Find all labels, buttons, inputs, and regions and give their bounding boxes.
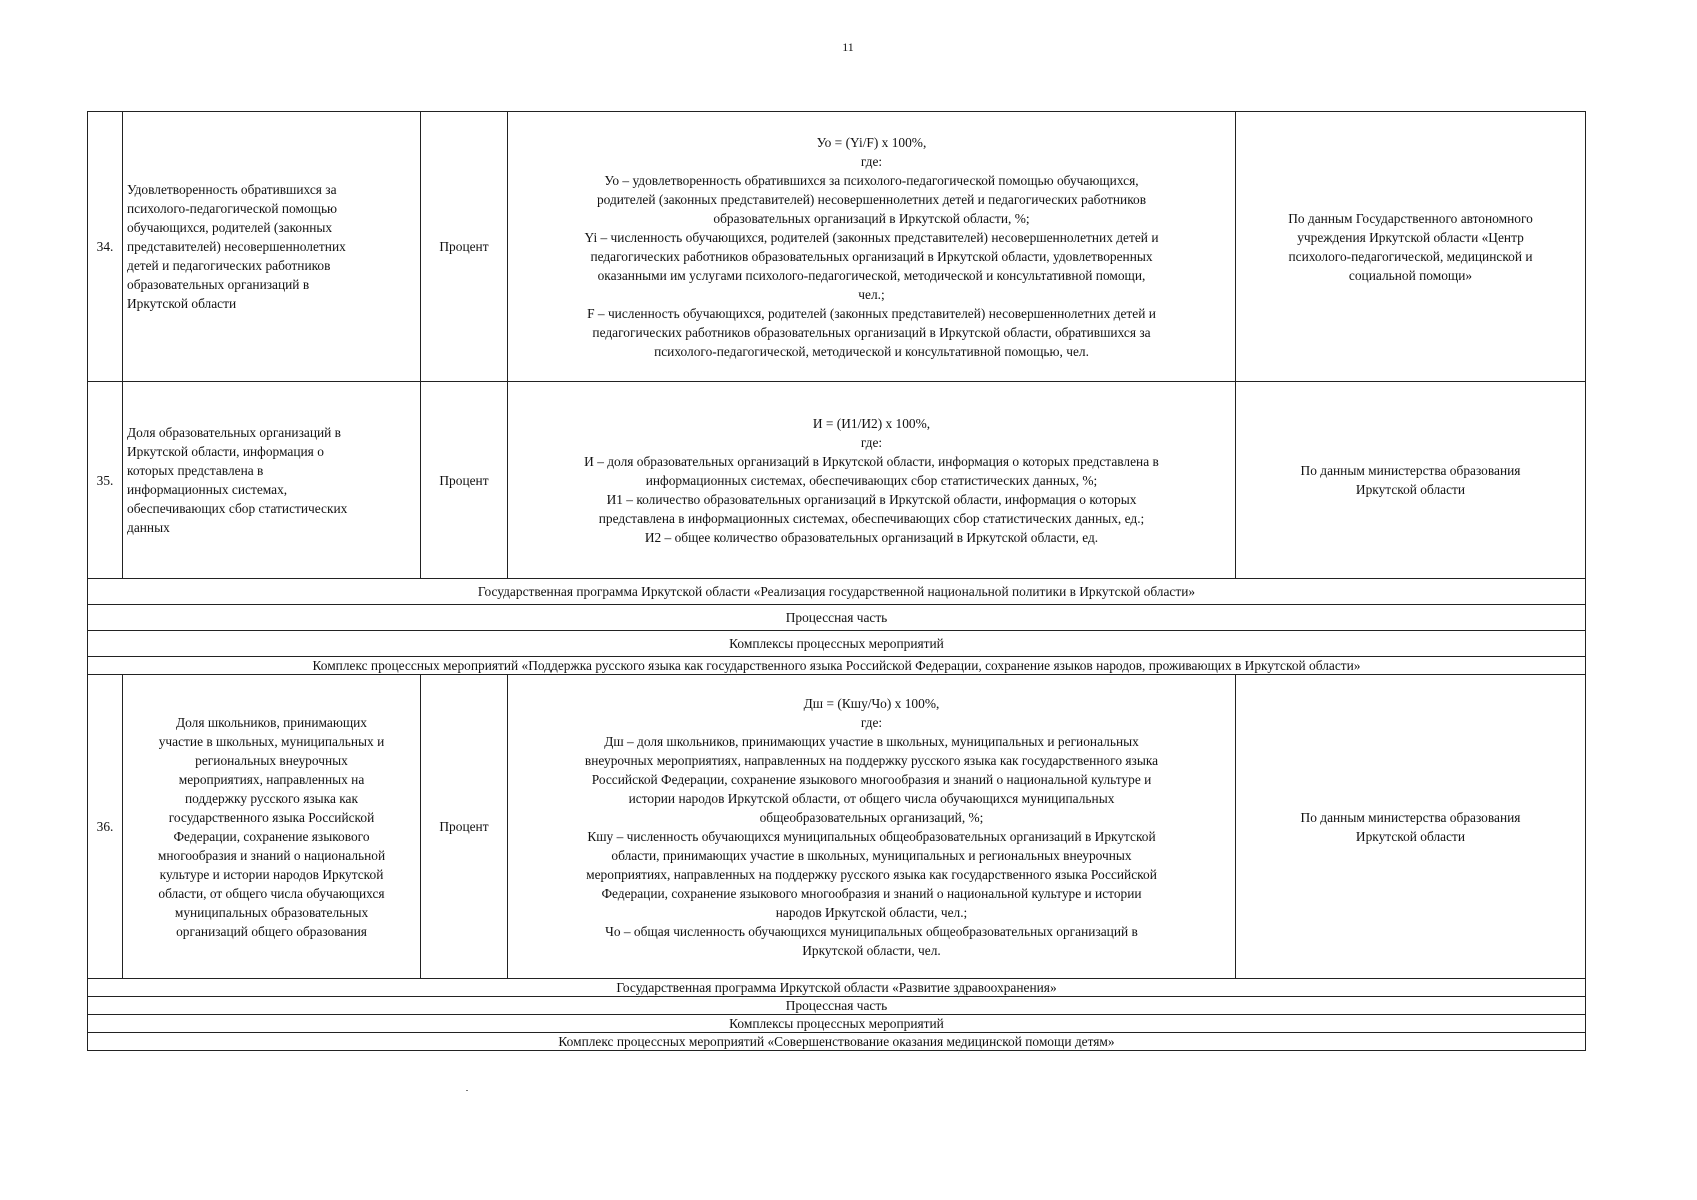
indicator-name-line: Федерации, сохранение языкового (173, 828, 370, 844)
indicator-name-line: организаций общего образования (176, 923, 367, 939)
source-line: По данным Государственного автономного (1288, 210, 1533, 226)
formula-line: где: (860, 434, 883, 450)
indicators-table (87, 111, 1586, 1051)
part-title: Процессная часть (88, 997, 1586, 1015)
formula-line: где: (860, 153, 883, 169)
indicator-name-line: Иркутской области, информация о (127, 444, 324, 459)
formula-line: психолого-педагогической, методической и консультативной помощью, чел. (654, 343, 1089, 359)
indicator-name-line: муниципальных образовательных (174, 904, 369, 920)
section-row (88, 1033, 1586, 1051)
indicator-name-line: Доля образовательных организаций в (127, 425, 341, 440)
unit-cell: Процент (421, 382, 508, 579)
indicator-name-line: участие в школьных, муниципальных и (158, 733, 385, 749)
formula-line: Уо – удовлетворенность обратившихся за психолого-педагогической помощью обучающихся, (604, 172, 1139, 188)
indicator-name-line: государственного языка Российской (168, 809, 375, 825)
formula-line: истории народов Иркутской области, от общего числа обучающихся муниципальных (628, 790, 1115, 806)
formula-line: педагогических работников образовательных организаций в Иркутской области, обратившихся за (592, 324, 1151, 340)
formula-line: Дш = (Кшу/Чо) х 100%, (803, 695, 940, 711)
section-row (88, 631, 1586, 657)
source-line: учреждения Иркутской области «Центр (1297, 229, 1524, 245)
indicator-name-line: которых представлена в (127, 463, 264, 478)
formula-line: Российской Федерации, сохранение языкового многообразия и знаний о национальной культуре и (591, 771, 1152, 787)
unit-cell: Процент (421, 112, 508, 382)
page-number: 11 (842, 40, 854, 54)
section-row (88, 997, 1586, 1015)
source-line: Иркутской области (1355, 828, 1466, 844)
indicator-name-line: информационных системах, (127, 482, 288, 497)
source-line: социальной помощи» (1348, 267, 1473, 283)
unit-cell: Процент (421, 675, 508, 979)
complexes-title: Комплексы процессных мероприятий (88, 631, 1586, 657)
section-row (88, 579, 1586, 605)
source-line: По данным министерства образования (1300, 463, 1521, 478)
formula-line: чел.; (858, 286, 885, 302)
indicator-name-line: данных (127, 520, 170, 535)
indicator-name-cell (123, 382, 421, 579)
indicator-name-cell (123, 112, 421, 382)
indicator-name-line: поддержку русского языка как (185, 790, 358, 806)
formula-line: информационных системах, обеспечивающих сбор статистических данных, %; (645, 472, 1098, 488)
formula-cell (508, 112, 1236, 382)
complex-title: Комплекс процессных мероприятий «Поддержка русского языка как государственного языка Российской Федерации, сохранение языков народов, проживающих в Иркутской области» (88, 657, 1586, 675)
formula-cell (508, 675, 1236, 979)
source-line: Иркутской области (1355, 482, 1466, 497)
source-line: психолого-педагогической, медицинской и (1288, 248, 1533, 264)
indicator-name-line: Удовлетворенность обратившихся за (127, 182, 337, 197)
indicator-name-line: обучающихся, родителей (законных (127, 220, 333, 235)
indicator-name-line: региональных внеурочных (195, 752, 348, 768)
source-cell (1236, 675, 1586, 979)
formula-line: образовательных организаций в Иркутской области, %; (713, 210, 1030, 226)
table-row (88, 675, 1586, 979)
source-cell (1236, 112, 1586, 382)
formula-line: Кшу – численность обучающихся муниципальных общеобразовательных организаций в Иркутской (587, 828, 1156, 844)
section-row (88, 1015, 1586, 1033)
program-title: Государственная программа Иркутской области «Реализация государственной национальной политики в Иркутской области» (88, 579, 1586, 605)
formula-cell (508, 382, 1236, 579)
formula-line: И2 – общее количество образовательных организаций в Иркутской области, ед. (644, 529, 1099, 545)
indicator-name-line: Иркутской области (127, 296, 237, 311)
formula-line: И = (И1/И2) х 100%, (812, 415, 931, 431)
formula-line: представлена в информационных системах, обеспечивающих сбор статистических данных, ед.; (598, 510, 1145, 526)
source-line: По данным министерства образования (1300, 809, 1521, 825)
indicator-name-line: культуре и истории народов Иркутской (159, 866, 384, 882)
formula-line: общеобразовательных организаций, %; (759, 809, 984, 825)
program-title: Государственная программа Иркутской области «Развитие здравоохранения» (88, 979, 1586, 997)
formula-line: Чо – общая численность обучающихся муниципальных общеобразовательных организаций в (605, 923, 1138, 939)
indicator-name-line: обеспечивающих сбор статистических (127, 501, 348, 516)
part-title: Процессная часть (88, 605, 1586, 631)
scan-dot (466, 1090, 468, 1091)
formula-line: Федерации, сохранение языкового многообразия и знаний о национальной культуре и истории (601, 885, 1142, 901)
indicator-name-line: представителей) несовершеннолетних (127, 239, 346, 254)
formula-line: народов Иркутской области, чел.; (775, 904, 968, 920)
formula-line: И1 – количество образовательных организаций в Иркутской области, информация о которых (606, 491, 1137, 507)
source-cell (1236, 382, 1586, 579)
complex-title: Комплекс процессных мероприятий «Совершенствование оказания медицинской помощи детям» (88, 1033, 1586, 1051)
section-row (88, 605, 1586, 631)
formula-line: где: (860, 714, 883, 730)
complexes-title: Комплексы процессных мероприятий (88, 1015, 1586, 1033)
row-number: 35. (88, 382, 123, 579)
formula-line: внеурочных мероприятиях, направленных на поддержку русского языка как государственного языка (584, 752, 1159, 768)
formula-line: Дш – доля школьников, принимающих участие в школьных, муниципальных и региональных (604, 733, 1139, 749)
row-number: 36. (88, 675, 123, 979)
section-row (88, 657, 1586, 675)
indicator-name-line: многообразия и знаний о национальной (157, 847, 386, 863)
row-number: 34. (88, 112, 123, 382)
formula-line: области, принимающих участие в школьных, муниципальных и региональных внеурочных (611, 847, 1132, 863)
formula-line: педагогических работников образовательных организаций в Иркутской области, удовлетворенных (590, 248, 1153, 264)
formula-line: оказанными им услугами психолого-педагогической, методической и консультативной помощи, (597, 267, 1146, 283)
indicator-name-line: детей и педагогических работников (127, 258, 331, 273)
section-row (88, 979, 1586, 997)
formula-line: И – доля образовательных организаций в Иркутской области, информация о которых представлена в (584, 453, 1159, 469)
indicator-name-line: образовательных организаций в (127, 277, 310, 292)
formula-line: мероприятиях, направленных на поддержку русского языка как государственного языка Российской (586, 866, 1157, 882)
indicator-name-line: мероприятиях, направленных на (178, 771, 365, 787)
formula-line: Иркутской области, чел. (802, 942, 941, 958)
indicator-name-line: Доля школьников, принимающих (175, 714, 368, 730)
table-row (88, 112, 1586, 382)
formula-line: F – численность обучающихся, родителей (законных представителей) несовершеннолетних детей и (587, 305, 1156, 321)
formula-line: родителей (законных представителей) несовершеннолетних детей и педагогических работников (596, 191, 1147, 207)
indicator-name-cell (123, 675, 421, 979)
indicator-name-line: области, от общего числа обучающихся (158, 885, 385, 901)
indicator-name-line: психолого-педагогической помощью (127, 201, 338, 216)
table-row (88, 382, 1586, 579)
formula-line: Уо = (Yi/F) х 100%, (816, 134, 927, 150)
formula-line: Yi – численность обучающихся, родителей (законных представителей) несовершеннолетних детей и (584, 229, 1159, 245)
